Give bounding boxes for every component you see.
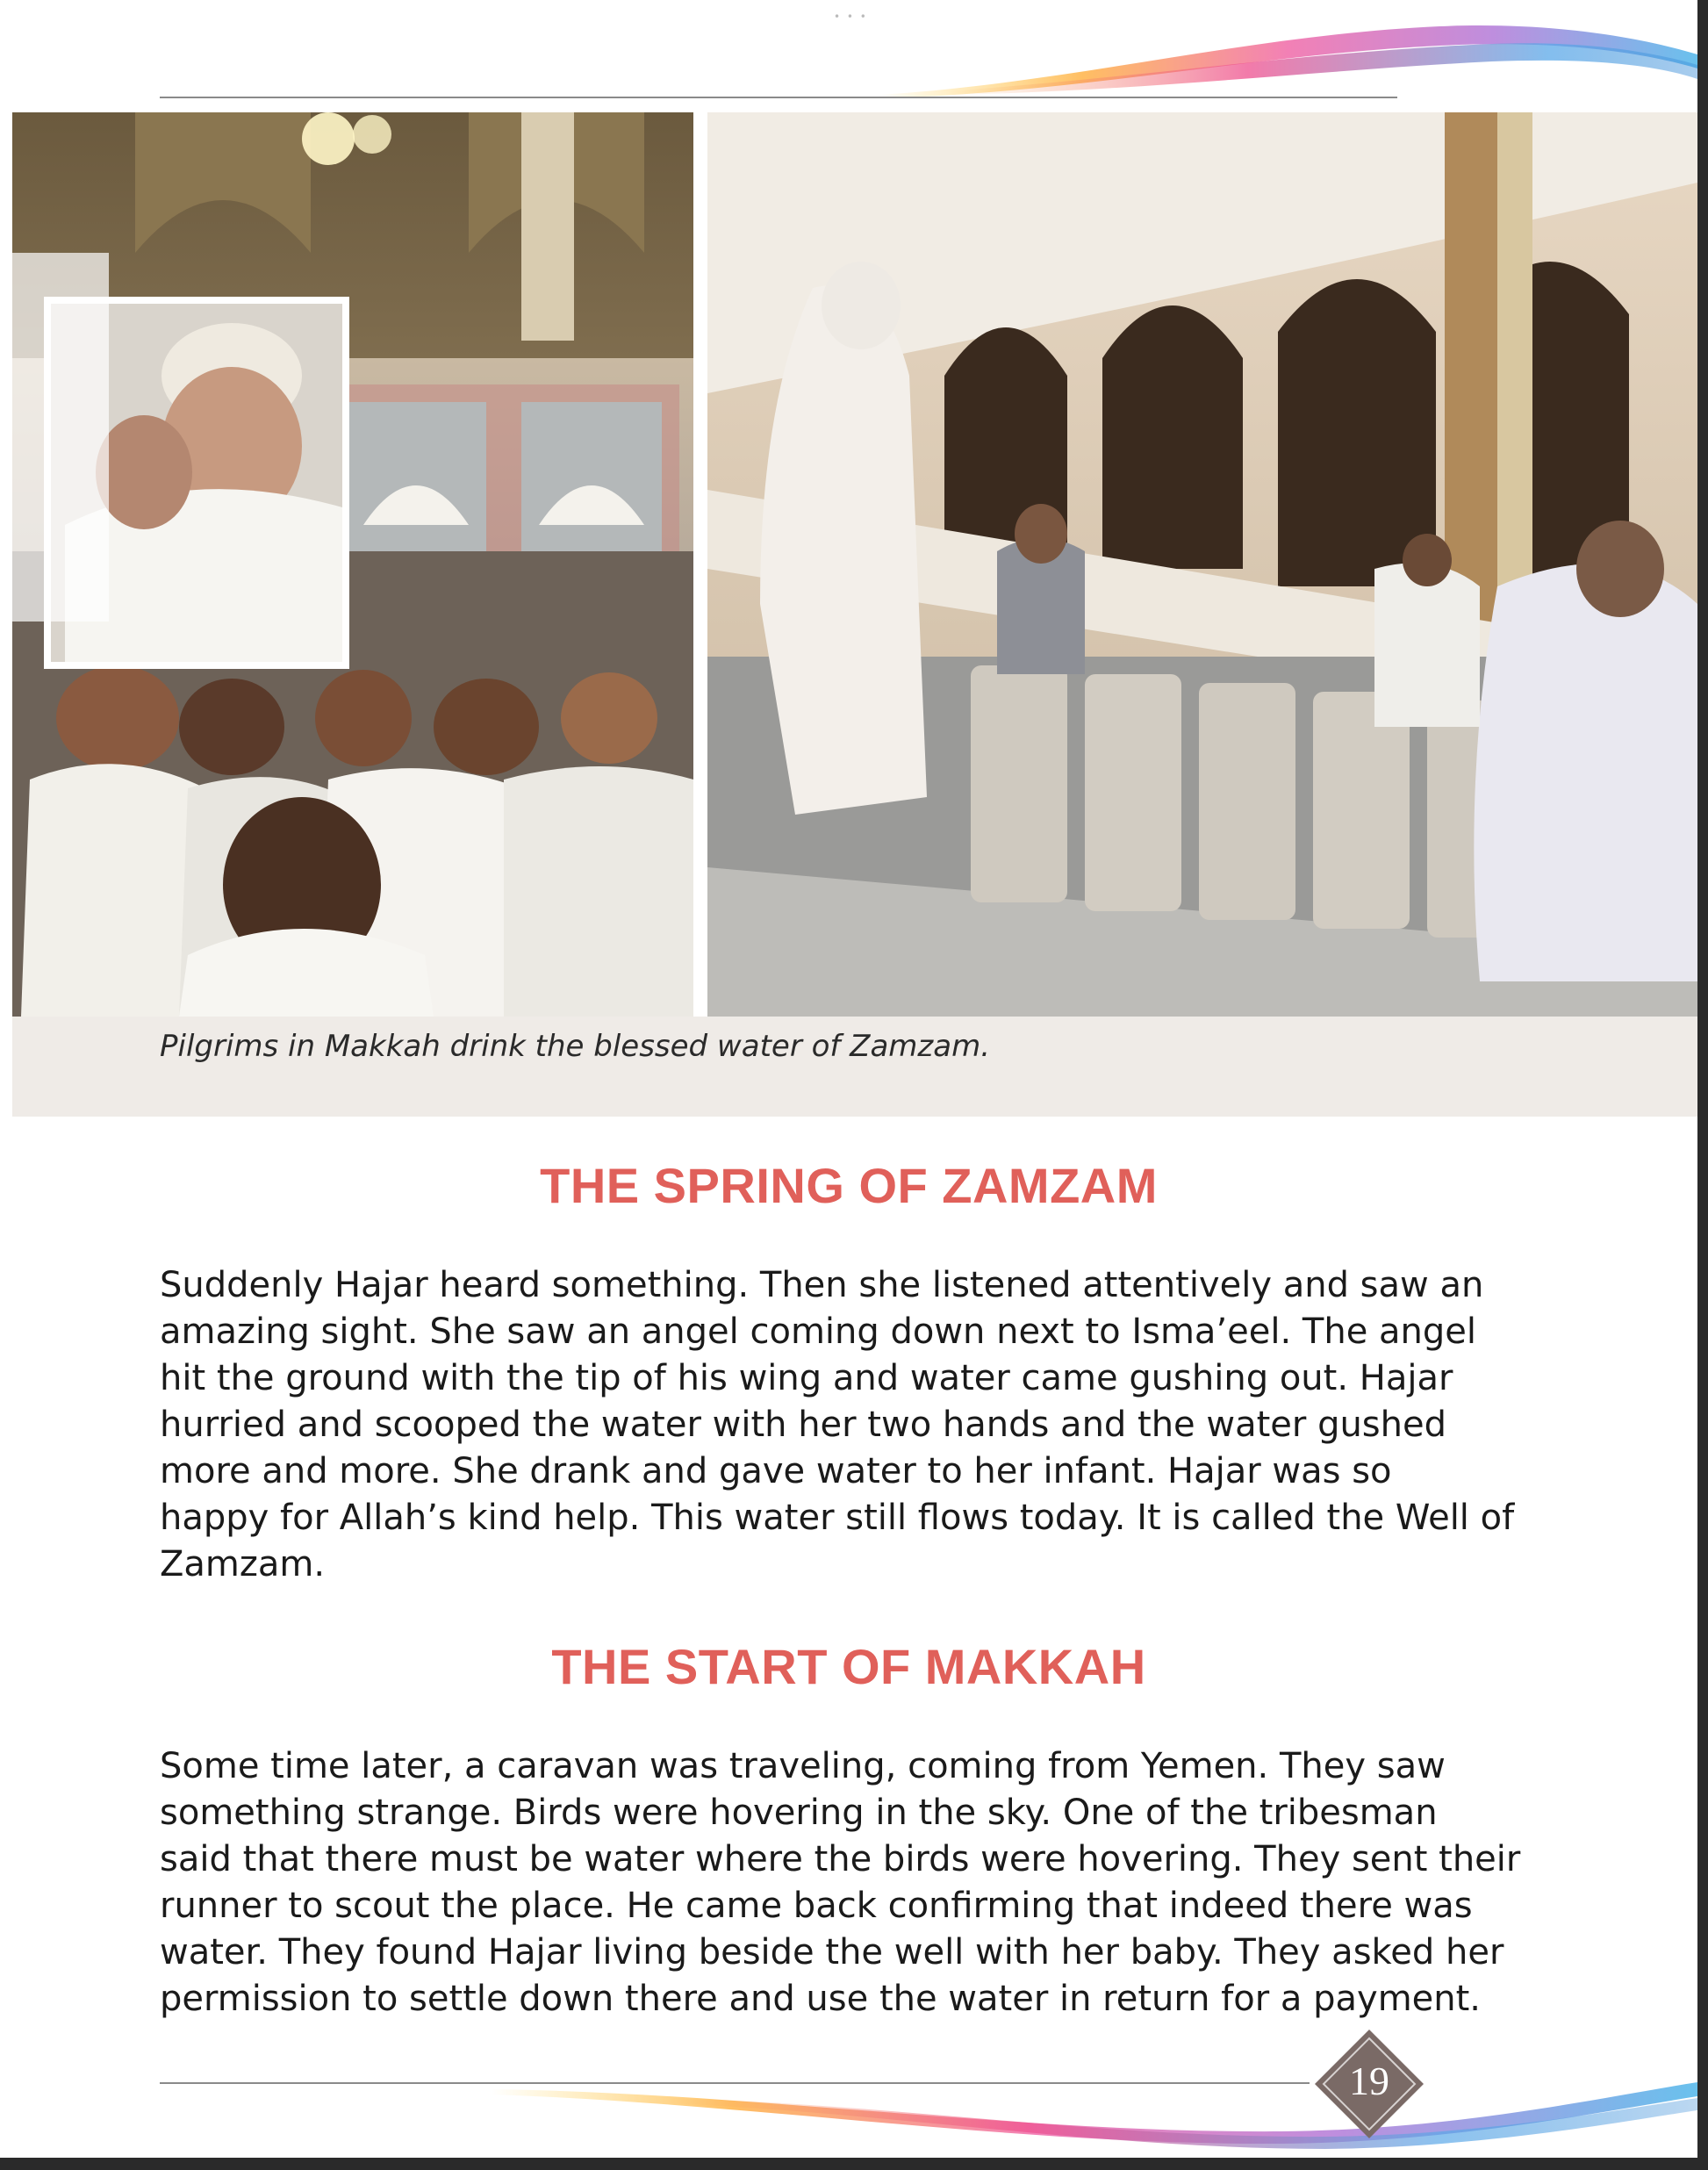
text-line: Zamzam. [160, 1544, 326, 1584]
pilgrims-drinking-photo [12, 112, 693, 1017]
page-number: 19 [1349, 2059, 1389, 2103]
text-line: amazing sight. She saw an angel coming down next to Isma’eel. The angel [160, 1311, 1476, 1352]
viewer-edge-right [1697, 0, 1708, 2170]
top-rule [160, 97, 1397, 98]
text-line: permission to settle down there and use the water in return for a payment. [160, 1979, 1482, 2019]
zamzam-coolers-photo [707, 112, 1697, 1017]
viewer-edge-bottom [0, 2158, 1708, 2170]
text-line: Some time later, a caravan was traveling, coming from Yemen. They saw [160, 1746, 1446, 1786]
top-rainbow-swoosh [878, 0, 1697, 105]
heading-start-of-makkah: THE START OF MAKKAH [551, 1639, 1146, 1694]
photo-caption: Pilgrims in Makkah drink the blessed water of Zamzam. [160, 1029, 991, 1064]
heading-spring-of-zamzam: THE SPRING OF ZAMZAM [540, 1158, 1158, 1213]
text-line: happy for Allah’s kind help. This water still flows today. It is called the Well of [160, 1498, 1515, 1538]
paragraph-spring-of-zamzam [160, 1262, 1599, 1588]
text-line: said that there must be water where the birds were hovering. They sent their [160, 1839, 1521, 1879]
paragraph-start-of-makkah [160, 1743, 1599, 2023]
text-line: Suddenly Hajar heard something. Then she listened attentively and saw an [160, 1265, 1484, 1305]
drag-handle-dots: • • • [834, 11, 868, 23]
text-line: something strange. Birds were hovering in the sky. One of the tribesman [160, 1793, 1438, 1833]
text-line: runner to scout the place. He came back confirming that indeed there was [160, 1886, 1473, 1926]
text-line: hurried and scooped the water with her two hands and the water gushed [160, 1405, 1446, 1445]
text-line: more and more. She drank and gave water to her infant. Hajar was so [160, 1451, 1392, 1491]
text-line: water. They found Hajar living beside the well with her baby. They asked her [160, 1932, 1504, 1972]
bottom-rainbow-swoosh [492, 2063, 1697, 2151]
text-line: hit the ground with the tip of his wing and water came gushing out. Hajar [160, 1358, 1453, 1398]
